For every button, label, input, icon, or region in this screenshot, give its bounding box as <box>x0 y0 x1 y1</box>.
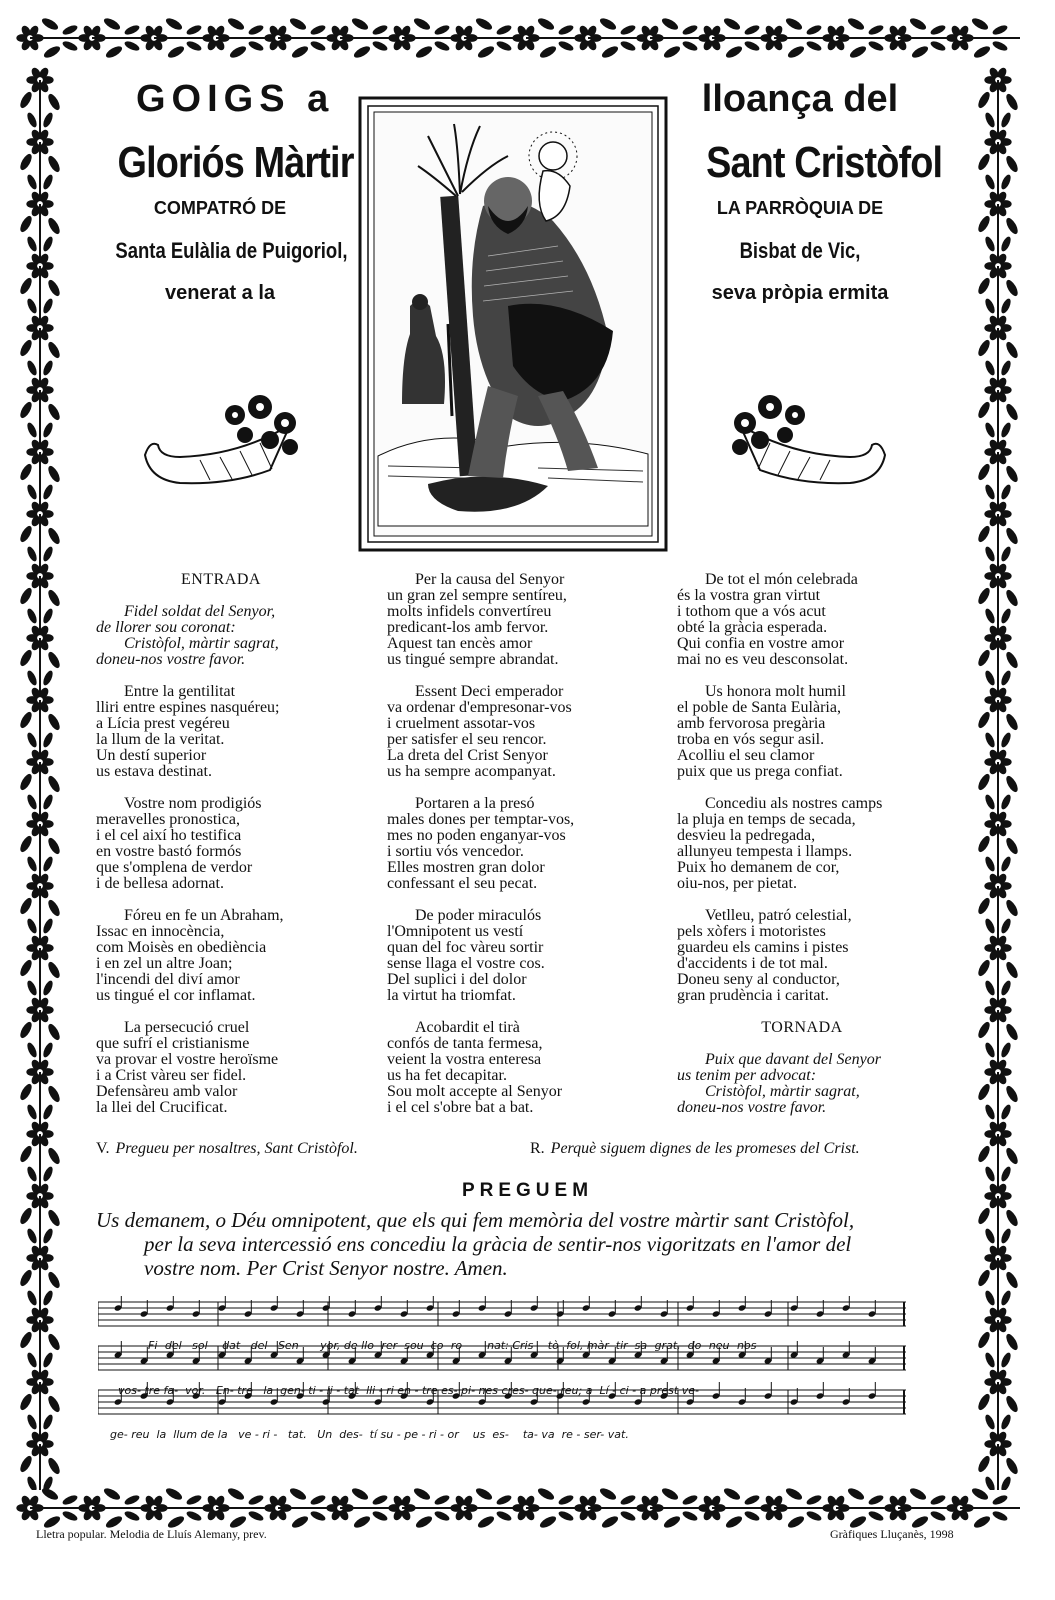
verse-line: oiu-nos, per pietat. <box>677 875 797 892</box>
verse-line: us tingué el cor inflamat. <box>96 987 256 1004</box>
verse-line: i a Crist vàreu ser fidel. <box>96 1067 247 1084</box>
verse-line: és la vostra gran virtut <box>677 587 821 604</box>
stanza <box>96 796 366 892</box>
verse-line: com Moisès en obediència <box>96 939 267 956</box>
lyrics-line: ge- reu la llum de la ve - ri - tat. Un des- tí su - pe - ri - or us es- ta- va re - ser- vat. <box>110 1428 629 1441</box>
verse-line: Us honora molt humil <box>705 683 846 700</box>
music-score <box>98 1296 906 1446</box>
versicle-text: Pregueu per nosaltres, Sant Cristòfol. <box>115 1140 358 1157</box>
verse-line: confós de tanta fermesa, <box>387 1035 543 1052</box>
verse-line: la llum de la veritat. <box>96 731 225 748</box>
verse-line: Acobardit el tirà <box>415 1019 520 1036</box>
verse-line: molts infidels convertíreu <box>387 603 552 620</box>
floral-border-top <box>10 8 1020 68</box>
stanza <box>96 908 366 1004</box>
verse-line: Per la causa del Senyor <box>415 571 565 588</box>
cornucopia-left-icon <box>140 385 310 495</box>
verse-line: La dreta del Crist Senyor <box>387 747 548 764</box>
verse-line: quan del foc vàreu sortir <box>387 939 544 956</box>
verse-line: De tot el món celebrada <box>705 571 858 588</box>
response-text: Perquè siguem dignes de les promeses del Crist. <box>550 1140 860 1157</box>
verse-line: Qui confia en vostre amor <box>677 635 845 652</box>
stanza <box>677 908 947 1004</box>
verse-line: Aquest tan encès amor <box>387 635 533 652</box>
verse-column-1 <box>96 572 366 1116</box>
verse-line: Doneu seny al conductor, <box>677 971 840 988</box>
verse-line: gran prudència i caritat. <box>677 987 829 1004</box>
response <box>530 1140 860 1158</box>
verse-line: i el cel s'obre bat a bat. <box>387 1099 534 1116</box>
verse-line: la llei del Crucificat. <box>96 1099 228 1116</box>
verse-line: sense llaga el vostre cos. <box>387 955 545 972</box>
verse-line: confessant el seu pecat. <box>387 875 538 892</box>
verse-line: us tingué sempre abrandat. <box>387 651 559 668</box>
stanza <box>387 796 657 892</box>
stanza <box>677 796 947 892</box>
header-lloanca: lloança del <box>701 78 899 120</box>
verse-line: l'incendi del diví amor <box>96 971 240 988</box>
verse-line: l'Omnipotent us vestí <box>387 923 524 940</box>
stanza <box>387 572 657 668</box>
verse-line: va provar el vostre heroïsme <box>96 1051 279 1068</box>
verse-line: mai no es veu desconsolat. <box>677 651 849 668</box>
lyrics-line: Fi- del sol- dat del Sen- yor, de llo- rer sou co- ro - nat: Cris - tò- fol, màr- tir sa- grat, do- neu- nos <box>148 1339 757 1352</box>
stanza <box>387 684 657 780</box>
verse-line: Un destí superior <box>96 747 207 764</box>
verse-line: allunyeu tempesta i llamps. <box>677 843 853 860</box>
verse-line: i el cel així ho testifica <box>96 827 242 844</box>
stanza <box>387 908 657 1004</box>
verse-line: Cristòfol, màrtir sagrat, <box>705 1083 860 1100</box>
verse-line: Del suplici i del dolor <box>387 971 527 988</box>
verse-line: la pluja en temps de secada, <box>677 811 856 828</box>
verse-line: Concediu als nostres camps <box>705 795 883 812</box>
header-goigs: GOIGS a <box>136 78 335 120</box>
verse-line: Elles mostren gran dolor <box>387 859 545 876</box>
stanza <box>387 1020 657 1116</box>
verse-line: en vostre bastó formós <box>96 843 242 860</box>
verse-line: Fidel soldat del Senyor, <box>124 603 276 620</box>
stanza <box>677 572 947 668</box>
stanza <box>96 1020 366 1116</box>
header-sant-cristofol: Sant Cristòfol <box>706 138 943 187</box>
verse-column-2 <box>387 572 657 1116</box>
verse-line: obté la gràcia esperada. <box>677 619 828 636</box>
verse-line: pels xòfers i motoristes <box>677 923 826 940</box>
verse-line: d'accidents i de tot mal. <box>677 955 828 972</box>
verse-line: lliri entre espines nasquéreu; <box>96 699 280 716</box>
response-label: R. <box>530 1140 545 1157</box>
entrada-heading: ENTRADA <box>181 571 261 588</box>
verse-line: i sortiu vós vencedor. <box>387 843 524 860</box>
floral-border-left <box>10 60 70 1490</box>
header-glorios-martir: Gloriós Màrtir <box>117 138 354 187</box>
header-seva-ermita: seva pròpia ermita <box>711 282 889 304</box>
verse-line: la virtut ha triomfat. <box>387 987 516 1004</box>
verse-line: Entre la gentilitat <box>124 683 236 700</box>
header-parroquia: LA PARRÒQUIA DE <box>716 198 884 218</box>
verse-line: i de bellesa adornat. <box>96 875 224 892</box>
verse-line: que s'omplena de verdor <box>96 859 253 876</box>
verse-line: us ha fet decapitar. <box>387 1067 507 1084</box>
verse-line: De poder miraculós <box>415 907 542 924</box>
verse-line: males dones per temptar-vos, <box>387 811 575 828</box>
verse-line: Fóreu en fe un Abraham, <box>124 907 284 924</box>
stanza <box>96 684 366 780</box>
verse-line: va ordenar d'empresonar-vos <box>387 699 572 716</box>
versicle-label: V. <box>96 1140 110 1157</box>
verse-line: i en zel un altre Joan; <box>96 955 233 972</box>
verse-line: Essent Deci emperador <box>415 683 564 700</box>
verse-line: predicant-los amb fervor. <box>387 619 549 636</box>
verse-line: Portaren a la presó <box>415 795 535 812</box>
cornucopia-right-icon <box>720 385 890 495</box>
verse-line: que sufrí el cristianisme <box>96 1035 250 1052</box>
verse-line: desvieu la pedregada, <box>677 827 816 844</box>
stanza-entrada-text <box>96 604 366 668</box>
floral-border-right <box>968 60 1028 1490</box>
verse-line: doneu-nos vostre favor. <box>96 651 246 668</box>
footer-printer: Gràfiques Lluçanès, 1998 <box>830 1527 954 1541</box>
verse-line: puix que us prega confiat. <box>677 763 843 780</box>
header-compatro: COMPATRÓ DE <box>153 198 287 218</box>
verse-line: guardeu els camins i pistes <box>677 939 849 956</box>
verse-line: meravelles pronostica, <box>96 811 240 828</box>
verse-line: us ha sempre acompanyat. <box>387 763 556 780</box>
verse-line: mes no poden enganyar-vos <box>387 827 566 844</box>
lyrics-line: vos- tre fa- vor. En- tre la gen- ti - li - tat lli - ri en - tre es- pi- nes cres- que- reu; a Lí - ci - a prest ve- <box>118 1384 699 1397</box>
prayer-line: Us demanem, o Déu omnipotent, que els qui fem memòria del vostre màrtir sant Cristòfol, <box>96 1208 855 1232</box>
stanza-tornada-heading <box>677 1020 947 1036</box>
verse-line: Puix ho demanem de cor, <box>677 859 840 876</box>
verse-line: us estava destinat. <box>96 763 212 780</box>
verse-line: i cruelment assotar-vos <box>387 715 536 732</box>
verse-line: amb fervorosa pregària <box>677 715 826 732</box>
verse-line: Cristòfol, màrtir sagrat, <box>124 635 279 652</box>
stanza <box>677 684 947 780</box>
verse-line: de llorer sou coronat: <box>96 619 236 636</box>
tornada-heading: TORNADA <box>761 1019 843 1036</box>
verse-line: doneu-nos vostre favor. <box>677 1099 827 1116</box>
preguem-title: PREGUEM <box>461 1180 594 1201</box>
header-santa-eulalia: Santa Eulàlia de Puigoriol, <box>115 238 348 263</box>
stanza-tornada <box>677 1052 947 1116</box>
verse-line: troba en vós segur asil. <box>677 731 825 748</box>
prayer-line: per la seva intercessió ens concediu la gràcia de sentir-nos vigoritzats en l'amor del <box>144 1232 852 1256</box>
verse-line: i tothom que a vós acut <box>677 603 826 620</box>
verse-line: un gran zel sempre sentíreu, <box>387 587 567 604</box>
verse-line: el poble de Santa Eulària, <box>677 699 841 716</box>
prayer-line: vostre nom. Per Crist Senyor nostre. Amen. <box>144 1256 508 1280</box>
header-bisbat: Bisbat de Vic, <box>739 238 861 263</box>
stanza-entrada <box>96 572 366 588</box>
verse-line: us tenim per advocat: <box>677 1067 817 1084</box>
verse-line: La persecució cruel <box>124 1019 250 1036</box>
verse-line: Vetlleu, patró celestial, <box>705 907 852 924</box>
verse-line: veient la vostra enteresa <box>387 1051 542 1068</box>
verse-line: Acolliu el seu clamor <box>677 747 815 764</box>
verse-line: per satisfer el seu rencor. <box>387 731 547 748</box>
footer-credit: Lletra popular. Melodia de Lluís Alemany, prev. <box>36 1527 267 1541</box>
verse-line: Defensàreu amb valor <box>96 1083 238 1100</box>
versicle <box>96 1140 358 1158</box>
header-venerat: venerat a la <box>164 282 276 304</box>
verse-line: Puix que davant del Senyor <box>705 1051 881 1068</box>
verse-column-3 <box>677 572 947 1116</box>
verse-line: Vostre nom prodigiós <box>124 795 262 812</box>
verse-line: a Lícia prest vegéreu <box>96 715 230 732</box>
prayer-text <box>96 1208 941 1280</box>
verse-line: Sou molt accepte al Senyor <box>387 1083 563 1100</box>
verse-line: Issac en innocència, <box>96 923 225 940</box>
saint-christopher-woodcut <box>358 96 668 552</box>
